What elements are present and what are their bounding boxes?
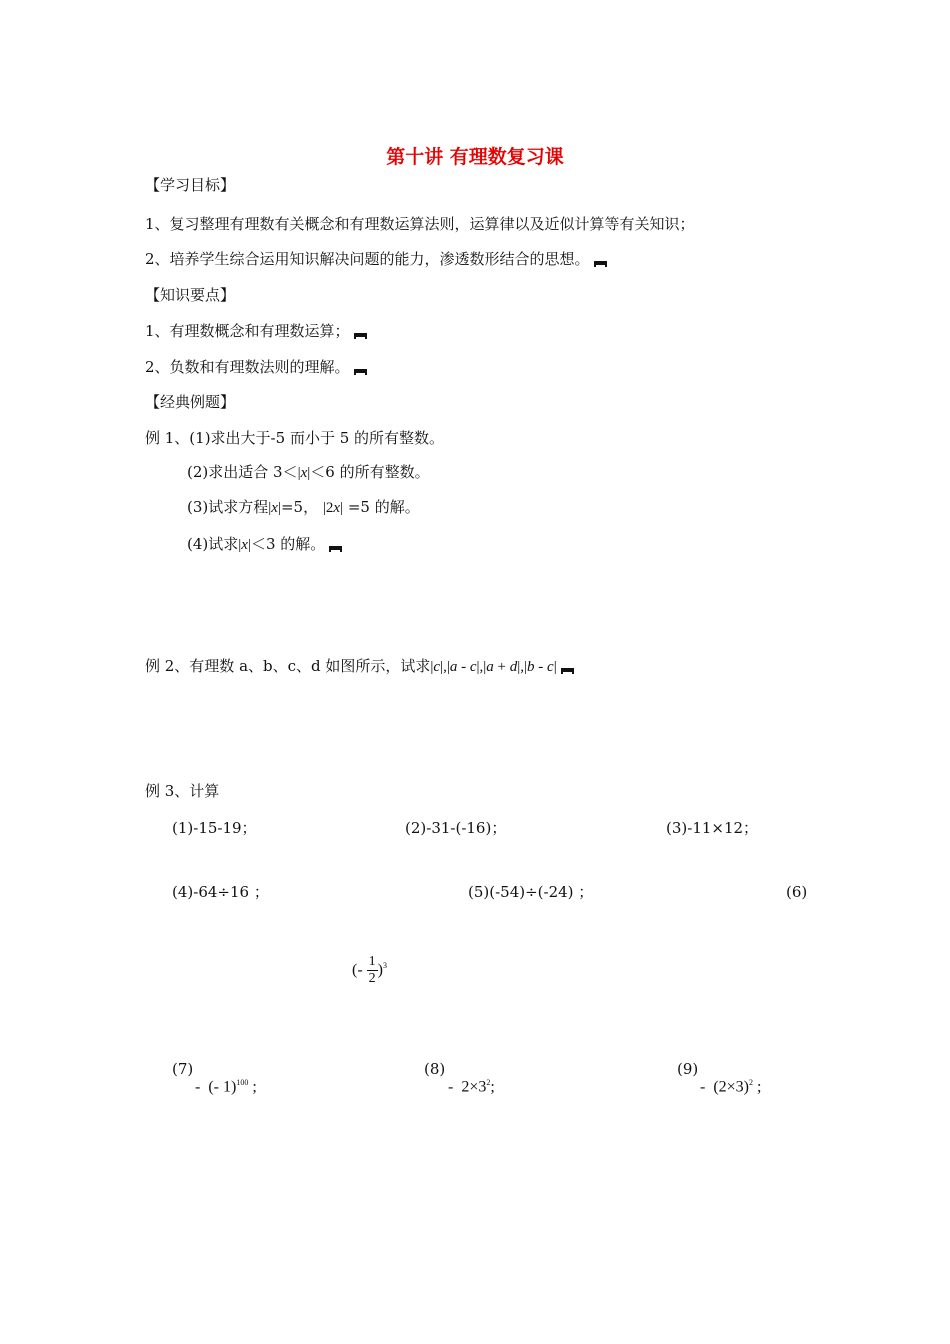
bookmark-icon — [561, 668, 574, 674]
ex1-q1: 例 1、(1)求出大于-5 而小于 5 的所有整数。 — [145, 429, 445, 447]
ex2-question: 例 2、有理数 a、b、c、d 如图所示，试求|c|,|a - c|,|a + d|,|b - c| — [145, 656, 574, 677]
page-title: 第十讲 有理数复习课 — [386, 146, 564, 168]
ex3-p9-label: (9) — [677, 1060, 699, 1078]
abs-x: |x| — [238, 537, 251, 553]
ex3-p7-expression: - (- 1)$^{100}$ ; — [195, 1078, 257, 1096]
ex2-expression: |c|,|a - c|,|a + d|,|b - c| — [430, 659, 557, 675]
ex1-q3: (3)试求方程|x|=5， |2x| =5 的解。 — [187, 498, 420, 516]
bookmark-icon — [354, 333, 367, 339]
ex3-p9-expression: - $(2\times 3)^2$ ; — [700, 1078, 762, 1096]
goals-heading: 【学习目标】 — [145, 176, 236, 194]
points-heading: 【知识要点】 — [145, 286, 236, 304]
ex3-p2: (2)-31-(-16)； — [405, 819, 507, 837]
ex3-p4: (4)-64÷16 ； — [172, 883, 269, 901]
ex3-p6-expression: (- $\frac{1}{2}$ )$^3$ — [352, 954, 387, 987]
ex1-q2: (2)求出适合 3＜|x|＜6 的所有整数。 — [187, 463, 430, 481]
examples-heading: 【经典例题】 — [145, 393, 236, 411]
fraction: $\frac{1}{2}$ — [368, 954, 376, 987]
ex3-p3: (3)-11×12； — [666, 819, 759, 837]
ex3-heading: 例 3、计算 — [145, 782, 220, 800]
ex1-q4: (4)试求|x|＜3 的解。 — [187, 534, 342, 555]
goal-2: 2、培养学生综合运用知识解决问题的能力，渗透数形结合的思想。 — [145, 249, 607, 269]
ex3-p8-label: (8) — [424, 1060, 446, 1078]
goal-1: 1、复习整理有理数有关概念和有理数运算法则，运算律以及近似计算等有关知识； — [145, 215, 695, 233]
point-1: 1、有理数概念和有理数运算； — [145, 321, 367, 341]
abs-x: |x| — [268, 500, 281, 516]
point-2: 2、负数和有理数法则的理解。 — [145, 357, 367, 377]
abs-2x: |2x| — [322, 500, 344, 516]
ex3-p1: (1)-15-19； — [172, 819, 257, 837]
bookmark-icon — [594, 261, 607, 267]
ex3-p6: (6) — [786, 883, 808, 901]
ex3-p5: (5)(-54)÷(-24) ； — [468, 883, 594, 901]
ex3-p7-label: (7) — [172, 1060, 194, 1078]
ex3-p8-expression: - $2\times 3^2$; — [448, 1078, 495, 1096]
bookmark-icon — [329, 546, 342, 552]
abs-x: |x| — [297, 465, 311, 481]
bookmark-icon — [354, 369, 367, 375]
